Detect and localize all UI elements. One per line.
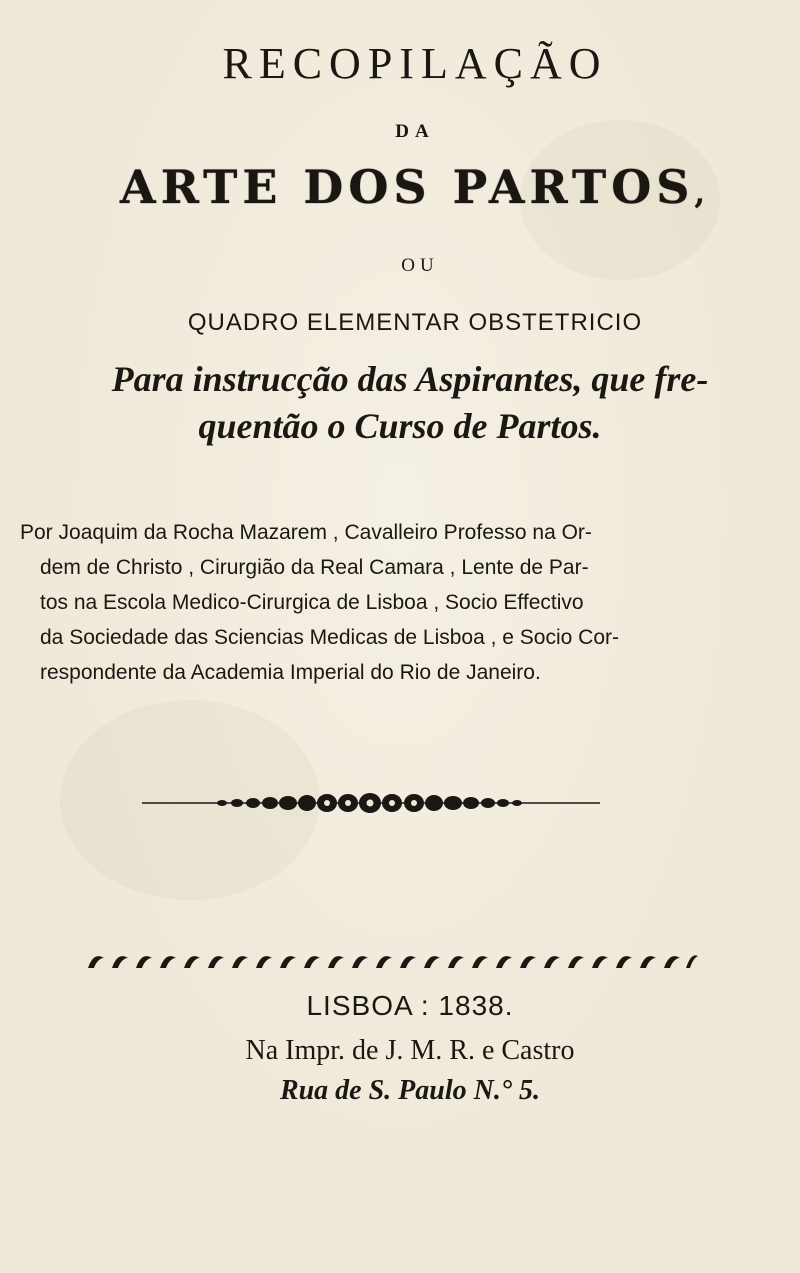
title-conjunction: OU	[401, 255, 439, 276]
ornament-border	[84, 950, 698, 972]
author-line: Por Joaquim da Rocha Mazarem , Cavalleiro Professo na Or-	[20, 521, 592, 544]
author-line: da Sociedade das Sciencias Medicas de Lisboa , e Socio Cor-	[40, 626, 619, 649]
purpose-line-1: Para instrucção das Aspirantes, que fre-	[111, 359, 709, 399]
gothic-title-suffix: ,	[694, 176, 710, 211]
author-line: respondente da Academia Imperial do Rio de Janeiro.	[40, 661, 541, 684]
purpose-line-2: quentão o Curso de Partos.	[198, 406, 602, 446]
ornament-divider	[142, 792, 600, 814]
author-block	[20, 515, 780, 690]
gothic-title-text: ARTE DOS PARTOS	[120, 160, 695, 214]
imprint-printer: Na Impr. de J. M. R. e Castro	[245, 1035, 575, 1066]
subtitle: QUADRO ELEMENTAR OBSTETRICIO	[187, 309, 643, 336]
author-line: dem de Christo , Cirurgião da Real Camara , Lente de Par-	[40, 556, 589, 579]
imprint-street: Rua de S. Paulo N.° 5.	[279, 1075, 541, 1106]
gothic-title	[0, 160, 800, 214]
main-title: RECOPILAÇÃO	[222, 39, 608, 88]
author-line: tos na Escola Medico-Cirurgica de Lisboa , Socio Effectivo	[40, 591, 584, 614]
title-article: DA	[395, 121, 435, 142]
imprint-city-year: LISBOA : 1838.	[306, 990, 514, 1021]
